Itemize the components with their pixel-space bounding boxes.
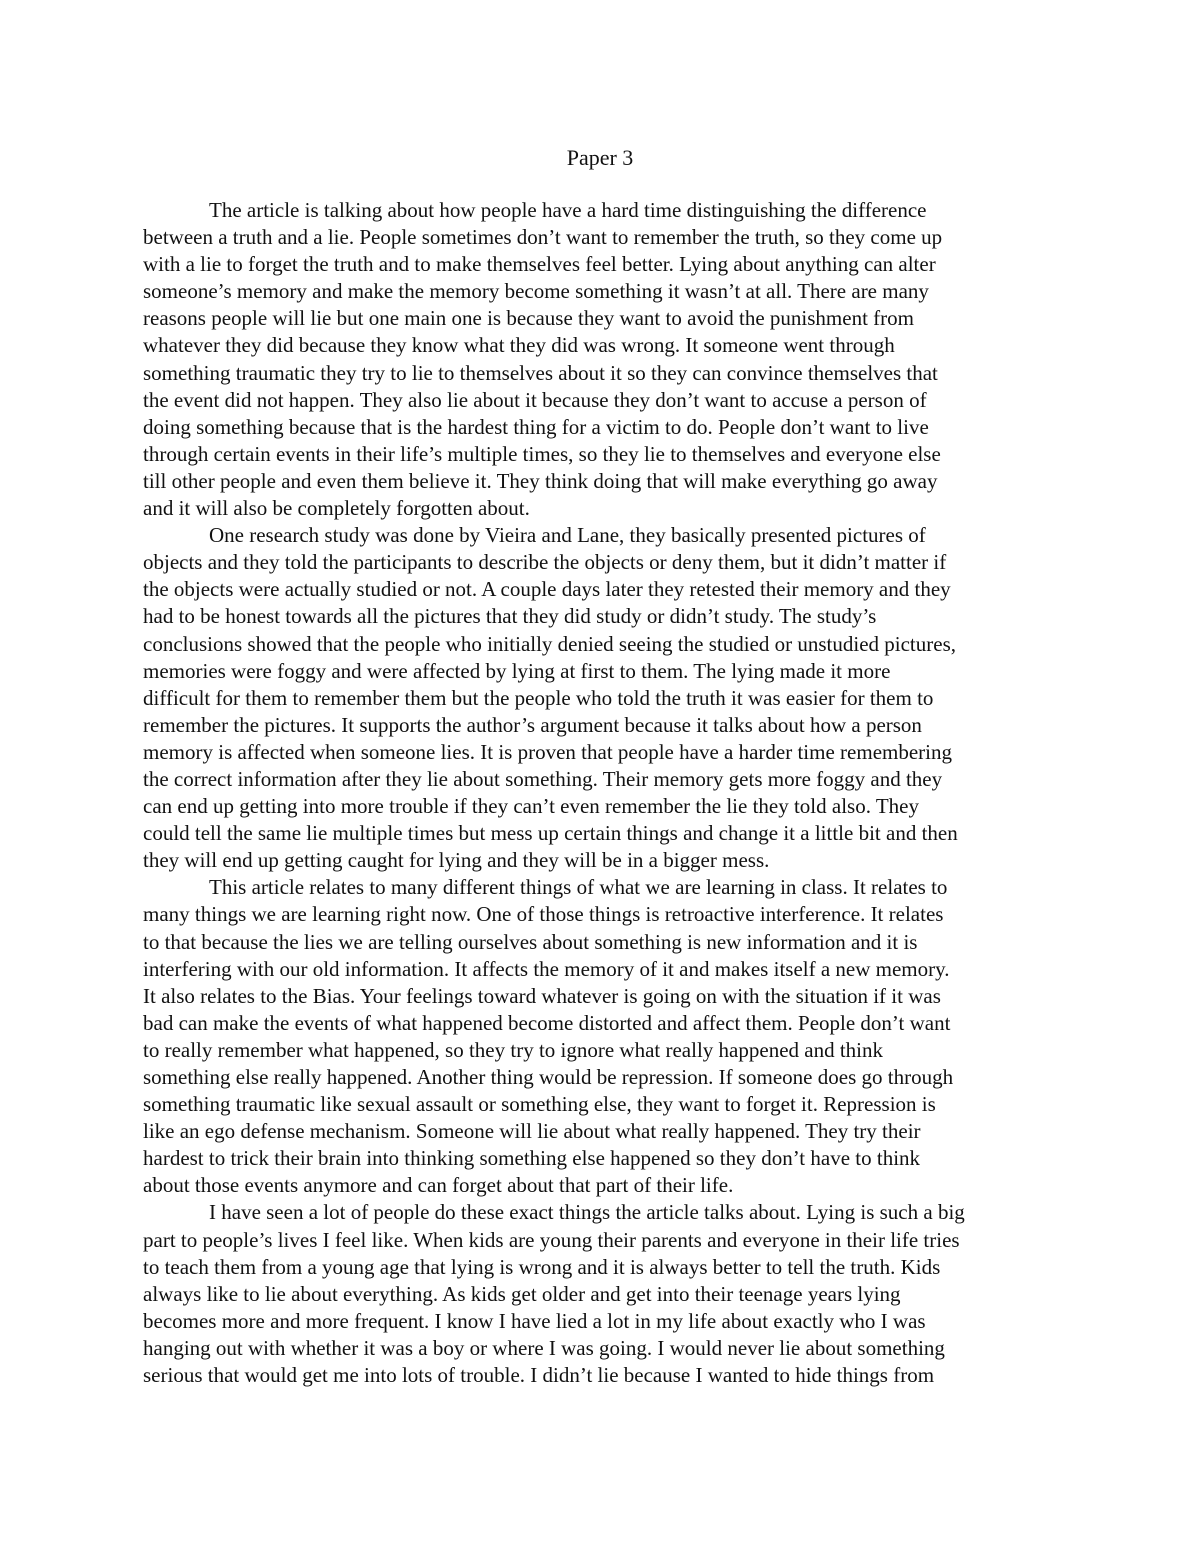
paragraph-line: interfering with our old information. It affects the memory of it and makes itself a new memory.	[143, 956, 950, 981]
paragraph-line: could tell the same lie multiple times but mess up certain things and change it a little bit and then	[143, 821, 958, 846]
paragraph-line: many things we are learning right now. One of those things is retroactive interference. It relates	[143, 902, 944, 927]
paragraph-line: had to be honest towards all the pictures that they did study or didn’t study. The study’s	[143, 604, 877, 629]
paragraph-line: and it will also be completely forgotten about.	[143, 496, 530, 521]
paragraph-line: like an ego defense mechanism. Someone will lie about what really happened. They try their	[143, 1119, 921, 1144]
paragraph-first-line: The article is talking about how people have a hard time distinguishing the difference	[209, 198, 927, 222]
paragraph-line: hardest to trick their brain into thinking something else happened so they don’t have to think	[143, 1146, 921, 1171]
paragraph-line: through certain events in their life’s multiple times, so they lie to themselves and everyone else	[143, 441, 941, 466]
paragraph-line: hanging out with whether it was a boy or where I was going. I would never lie about something	[143, 1335, 945, 1360]
paragraph-line: till other people and even them believe it. They think doing that will make everything go away	[143, 468, 938, 493]
paragraph-line: conclusions showed that the people who initially denied seeing the studied or unstudied pictures,	[143, 631, 957, 656]
paragraph-line: doing something because that is the hardest thing for a victim to do. People don’t want to live	[143, 414, 929, 439]
paragraph-line: something else really happened. Another thing would be repression. If someone does go through	[143, 1065, 954, 1089]
paragraph-line: memory is affected when someone lies. It is proven that people have a harder time remembering	[143, 739, 952, 764]
paragraph-line: objects and they told the participants to describe the objects or deny them, but it didn’t matter if	[143, 550, 947, 575]
paragraph-line: part to people’s lives I feel like. When kids are young their parents and everyone in their life tries	[143, 1227, 960, 1252]
paragraph-line: between a truth and a lie. People sometimes don’t want to remember the truth, so they come up	[143, 225, 943, 250]
paragraph-line: something traumatic like sexual assault or something else, they want to forget it. Repression is	[143, 1092, 936, 1117]
page-title: Paper 3	[566, 145, 634, 170]
paragraph-line: whatever they did because they know what they did was wrong. It someone went through	[143, 333, 895, 358]
paragraph-line: It also relates to the Bias. Your feelings toward whatever is going on with the situation if it was	[143, 983, 941, 1008]
paragraph-line: reasons people will lie but one main one is because they want to avoid the punishment from	[143, 306, 914, 331]
paragraph-line: always like to lie about everything. As kids get older and get into their teenage years lying	[143, 1281, 901, 1306]
paragraph-line: someone’s memory and make the memory become something it wasn’t at all. There are many	[143, 279, 929, 304]
paragraph-line: with a lie to forget the truth and to make themselves feel better. Lying about anything can alter	[143, 252, 936, 277]
paragraph-first-line: One research study was done by Vieira and Lane, they basically presented pictures of	[209, 523, 926, 548]
paragraph-line: memories were foggy and were affected by lying at first to them. The lying made it more	[143, 658, 891, 683]
paragraph-line: to really remember what happened, so they try to ignore what really happened and think	[143, 1037, 884, 1062]
paragraph-line: they will end up getting caught for lying and they will be in a bigger mess.	[143, 848, 770, 873]
paragraph-line: bad can make the events of what happened become distorted and affect them. People don’t want	[143, 1010, 951, 1035]
document-body	[143, 197, 1073, 1389]
paragraph-line: the correct information after they lie about something. Their memory gets more foggy and they	[143, 766, 943, 791]
paragraph	[143, 522, 1073, 874]
paragraph-line: remember the pictures. It supports the author’s argument because it talks about how a person	[143, 712, 922, 737]
paragraph-line: can end up getting into more trouble if they can’t even remember the lie they told also. They	[143, 794, 919, 819]
paragraph-line: something traumatic they try to lie to themselves about it so they can convince themselves that	[143, 360, 938, 385]
paragraph-first-line: This article relates to many different things of what we are learning in class. It relates to	[209, 875, 948, 900]
paragraph	[143, 1199, 1073, 1389]
paragraph-line: serious that would get me into lots of trouble. I didn’t lie because I wanted to hide things from	[143, 1363, 935, 1388]
paragraph-line: the event did not happen. They also lie about it because they don’t want to accuse a person of	[143, 387, 927, 412]
paragraph	[143, 197, 1073, 522]
paragraph-first-line: I have seen a lot of people do these exact things the article talks about. Lying is such a big	[209, 1200, 965, 1225]
paragraph-line: about those events anymore and can forget about that part of their life.	[143, 1173, 734, 1198]
paragraph	[143, 874, 1073, 1199]
paragraph-line: difficult for them to remember them but the people who told the truth it was easier for them to	[143, 685, 934, 710]
paragraph-line: becomes more and more frequent. I know I have lied a lot in my life about exactly who I was	[143, 1308, 926, 1333]
paragraph-line: the objects were actually studied or not. A couple days later they retested their memory and they	[143, 577, 951, 602]
paragraph-line: to teach them from a young age that lying is wrong and it is always better to tell the truth. Kids	[143, 1254, 941, 1279]
paragraph-line: to that because the lies we are telling ourselves about something is new information and it is	[143, 929, 918, 954]
